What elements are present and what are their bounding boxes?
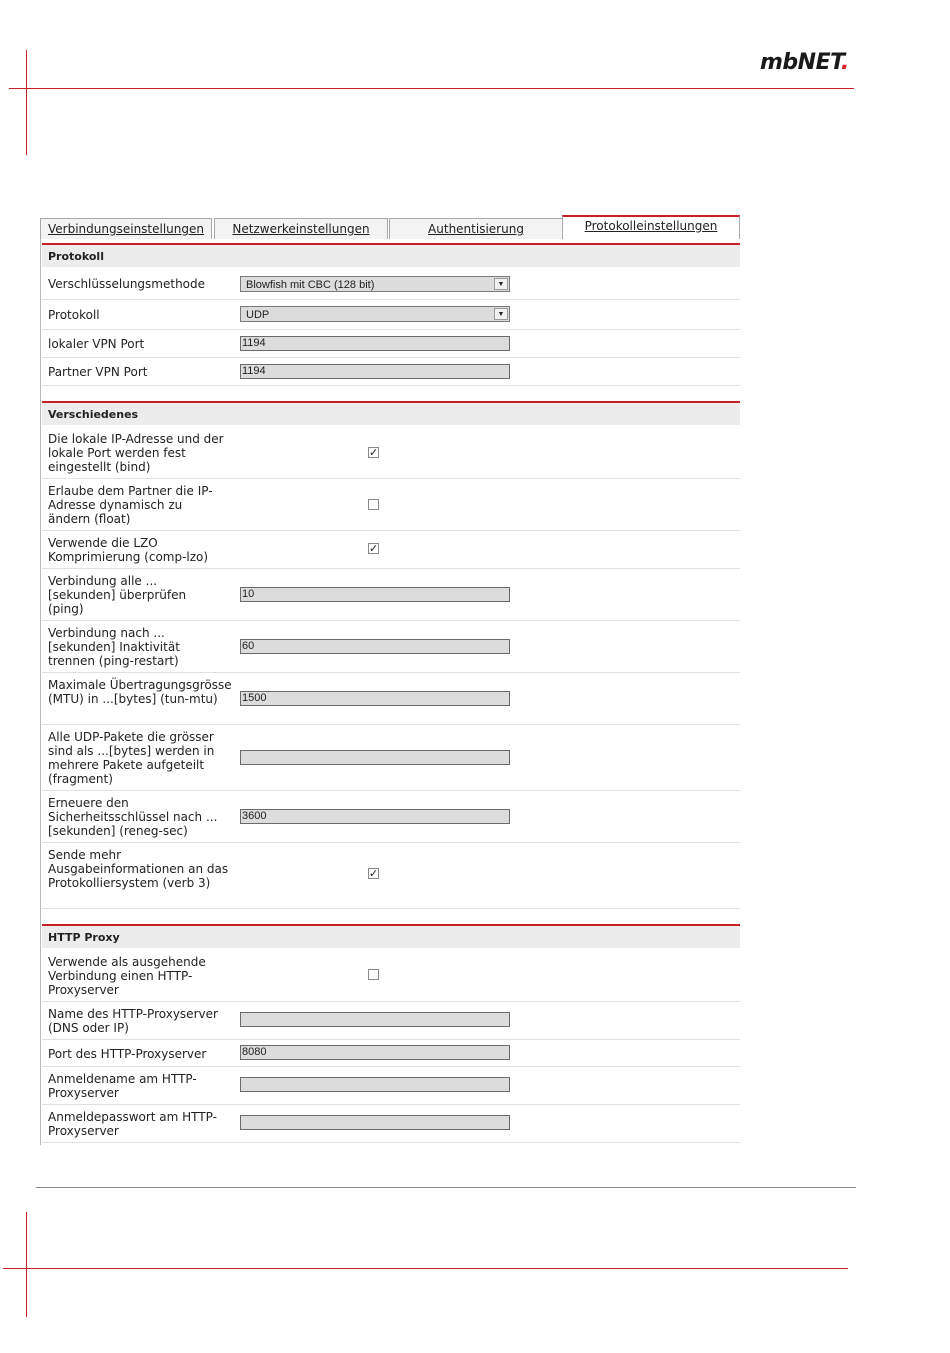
- brand-logo-mark: .: [840, 50, 849, 75]
- bind-checkbox[interactable]: ✓: [369, 446, 379, 459]
- verb-checkbox[interactable]: ✓: [369, 867, 379, 880]
- tun-mtu-label: Maximale Übertragungsgrösse (MTU) in ...[bytes] (tun-mtu): [48, 678, 232, 706]
- reneg-sec-label: Erneuere den Sicherheitsschlüssel nach ...[sekunden] (reneg-sec): [48, 796, 218, 838]
- proxy-name-label: Name des HTTP-Proxyserver (DNS oder IP): [48, 1007, 218, 1035]
- row-login-name: [42, 1067, 740, 1105]
- use-proxy-checkbox[interactable]: [368, 969, 379, 980]
- header-vertical-rule: [26, 50, 27, 155]
- proxy-name-input[interactable]: [240, 1012, 510, 1027]
- chevron-down-icon[interactable]: ▼: [494, 278, 508, 290]
- row-use-proxy: [42, 950, 740, 1002]
- row-protocol: [42, 300, 740, 330]
- section-verschiedenes-header: Verschiedenes: [42, 401, 740, 425]
- row-proxy-port: [42, 1040, 740, 1067]
- fragment-label: Alle UDP-Pakete die grösser sind als ...[bytes] werden in mehrere Pakete aufgeteilt (fragment): [48, 730, 215, 786]
- encryption-label: Verschlüsselungsmethode: [48, 277, 206, 291]
- comp-lzo-label: Verwende die LZO Komprimierung (comp-lzo): [48, 536, 209, 564]
- brand-logo: [760, 50, 849, 75]
- comp-lzo-checkbox[interactable]: ✓: [369, 542, 379, 555]
- section-http-proxy-header: HTTP Proxy: [42, 924, 740, 948]
- proxy-port-input[interactable]: 8080: [240, 1045, 510, 1060]
- brand-logo-text: mbNET: [760, 50, 841, 75]
- row-ping-restart: [42, 621, 740, 673]
- ping-restart-input[interactable]: 60: [240, 639, 510, 654]
- footer-divider: [36, 1187, 856, 1188]
- tab-protokolleinstellungen[interactable]: Protokolleinstellungen: [562, 215, 740, 239]
- partner-port-input[interactable]: 1194: [240, 364, 510, 379]
- login-password-input[interactable]: [240, 1115, 510, 1130]
- verb-label: Sende mehr Ausgabeinformationen an das Protokolliersystem (verb 3): [48, 848, 229, 890]
- encryption-value: Blowfish mit CBC (128 bit): [246, 279, 375, 291]
- row-float: [42, 479, 740, 531]
- row-partner-port: [42, 358, 740, 386]
- reneg-sec-input[interactable]: 3600: [240, 809, 510, 824]
- footer-horizontal-rule: [3, 1268, 848, 1269]
- tab-verbindungseinstellungen[interactable]: Verbindungseinstellungen: [40, 218, 212, 239]
- proxy-port-label: Port des HTTP-Proxyserver: [48, 1047, 207, 1061]
- row-encryption: [42, 269, 740, 300]
- chevron-down-icon[interactable]: ▼: [494, 308, 508, 320]
- local-port-input[interactable]: 1194: [240, 336, 510, 351]
- header-horizontal-rule: [9, 88, 854, 89]
- encryption-select[interactable]: [240, 276, 510, 292]
- row-verb: [42, 843, 740, 909]
- ping-input[interactable]: 10: [240, 587, 510, 602]
- row-comp-lzo: [42, 531, 740, 569]
- tab-authentisierung[interactable]: Authentisierung: [389, 218, 563, 239]
- tun-mtu-input[interactable]: 1500: [240, 691, 510, 706]
- float-checkbox[interactable]: [368, 499, 379, 510]
- login-name-label: Anmeldename am HTTP-Proxyserver: [48, 1072, 197, 1100]
- row-login-password: [42, 1105, 740, 1143]
- use-proxy-label: Verwende als ausgehende Verbindung einen HTTP-Proxyserver: [48, 955, 206, 997]
- row-reneg-sec: [42, 791, 740, 843]
- protocol-label: Protokoll: [48, 308, 100, 322]
- partner-port-label: Partner VPN Port: [48, 365, 148, 379]
- fragment-input[interactable]: [240, 750, 510, 765]
- bind-label: Die lokale IP-Adresse und der lokale Port werden fest eingestellt (bind): [48, 432, 224, 474]
- row-ping: [42, 569, 740, 621]
- panel-left-border: [40, 239, 41, 1145]
- settings-tabs: [40, 215, 740, 239]
- row-tun-mtu: [42, 673, 740, 725]
- protocol-select[interactable]: [240, 306, 510, 322]
- login-name-input[interactable]: [240, 1077, 510, 1092]
- row-bind: [42, 427, 740, 479]
- section-protokoll-header: Protokoll: [42, 243, 740, 267]
- ping-restart-label: Verbindung nach ...[sekunden] Inaktivität trennen (ping-restart): [48, 626, 180, 668]
- float-label: Erlaube dem Partner die IP-Adresse dynamisch zu ändern (float): [48, 484, 213, 526]
- tab-netzwerkeinstellungen[interactable]: Netzwerkeinstellungen: [214, 218, 388, 239]
- protocol-value: UDP: [246, 309, 270, 321]
- row-proxy-name: [42, 1002, 740, 1040]
- row-fragment: [42, 725, 740, 791]
- login-password-label: Anmeldepasswort am HTTP-Proxyserver: [48, 1110, 217, 1138]
- footer-vertical-rule: [26, 1212, 27, 1317]
- local-port-label: lokaler VPN Port: [48, 337, 145, 351]
- row-local-port: [42, 330, 740, 358]
- ping-label: Verbindung alle ...[sekunden] überprüfen (ping): [48, 574, 187, 616]
